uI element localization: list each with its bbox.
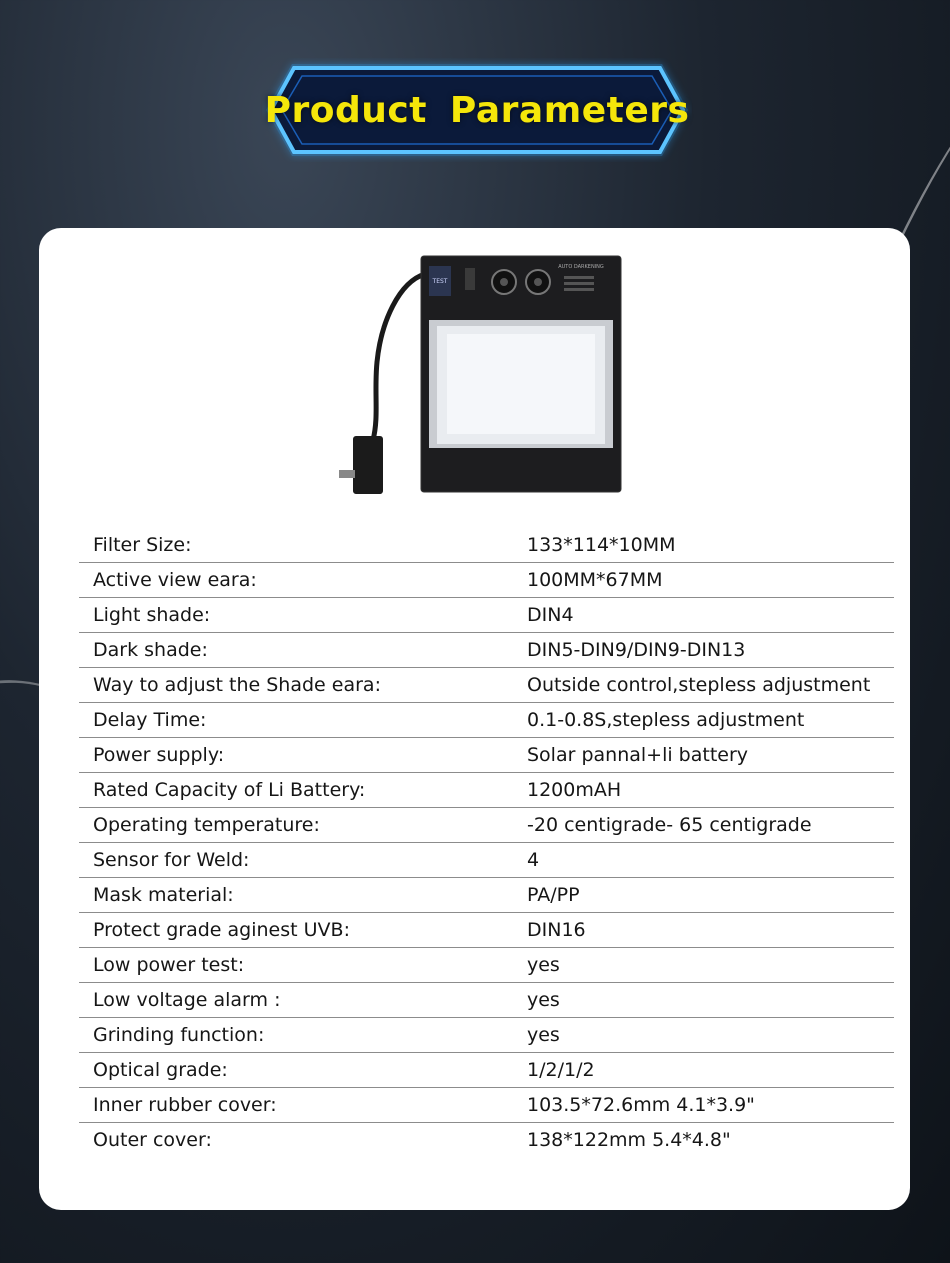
parameter-value: yes [527, 948, 894, 983]
parameter-label: Outer cover: [93, 1129, 212, 1151]
parameter-value: 103.5*72.6mm 4.1*3.9" [527, 1088, 894, 1123]
parameter-value: DIN4 [527, 598, 894, 633]
parameter-label: Rated Capacity of Li Battery: [79, 773, 527, 808]
parameter-label: Low power test: [79, 948, 527, 983]
parameter-row [79, 983, 894, 1018]
parameter-row [79, 738, 894, 773]
parameter-row [79, 633, 894, 668]
parameter-label: Low voltage alarm : [79, 983, 527, 1018]
parameter-label: Inner rubber cover: [79, 1088, 527, 1123]
parameter-label: Mask material: [79, 878, 527, 913]
parameter-label: Dark shade: [79, 633, 527, 668]
parameter-label: Active view eara: [79, 563, 527, 598]
parameter-row [79, 1018, 894, 1053]
parameter-label: Light shade: [79, 598, 527, 633]
parameter-value: DIN5-DIN9/DIN9-DIN13 [527, 633, 894, 668]
parameter-label: Delay Time: [79, 703, 527, 738]
parameter-row [79, 1123, 894, 1158]
parameter-row [79, 913, 894, 948]
parameter-row [79, 948, 894, 983]
parameter-value: 0.1-0.8S,stepless adjustment [527, 703, 894, 738]
parameter-value: yes [527, 983, 894, 1018]
parameter-row [79, 773, 894, 808]
parameter-row [79, 1053, 894, 1088]
parameter-value: 133*114*10MM [527, 528, 894, 563]
parameters-table [79, 528, 894, 1157]
parameters-card [39, 228, 910, 1210]
page-title: Product Parameters [264, 89, 690, 131]
parameter-label: Grinding function: [79, 1018, 527, 1053]
parameter-value: 4 [527, 843, 894, 878]
parameter-value: 1/2/1/2 [527, 1053, 894, 1088]
parameter-value: -20 centigrade- 65 centigrade [527, 808, 894, 843]
parameter-value: DIN16 [527, 913, 894, 948]
parameter-label: Sensor for Weld: [79, 843, 527, 878]
parameter-row [79, 808, 894, 843]
parameter-label: Power supply: [79, 738, 527, 773]
parameter-row [79, 703, 894, 738]
parameter-row [79, 878, 894, 913]
parameter-row [79, 598, 894, 633]
parameter-row [79, 1088, 894, 1123]
parameter-row [79, 563, 894, 598]
parameter-value: yes [527, 1018, 894, 1053]
parameter-row [79, 668, 894, 703]
parameter-label: Way to adjust the Shade eara: [79, 668, 527, 703]
parameter-value: Outside control,stepless adjustment [527, 668, 894, 703]
parameter-row [79, 843, 894, 878]
parameter-value: 138*122mm 5.4*4.8" [527, 1129, 731, 1151]
parameter-row [79, 528, 894, 563]
parameter-label: Protect grade aginest UVB: [79, 913, 527, 948]
parameter-value: 100MM*67MM [527, 563, 894, 598]
test-button-label: TEST [432, 278, 448, 285]
auto-darkening-filter-image [319, 242, 629, 502]
parameter-label: Filter Size: [79, 528, 527, 563]
title-banner [262, 58, 692, 162]
parameter-label: Optical grade: [79, 1053, 527, 1088]
parameter-value: Solar pannal+li battery [527, 738, 894, 773]
parameter-value: PA/PP [527, 878, 894, 913]
brand-label: AUTO DARKENING [558, 264, 604, 270]
parameter-label: Operating temperature: [79, 808, 527, 843]
parameter-value: 1200mAH [527, 773, 894, 808]
